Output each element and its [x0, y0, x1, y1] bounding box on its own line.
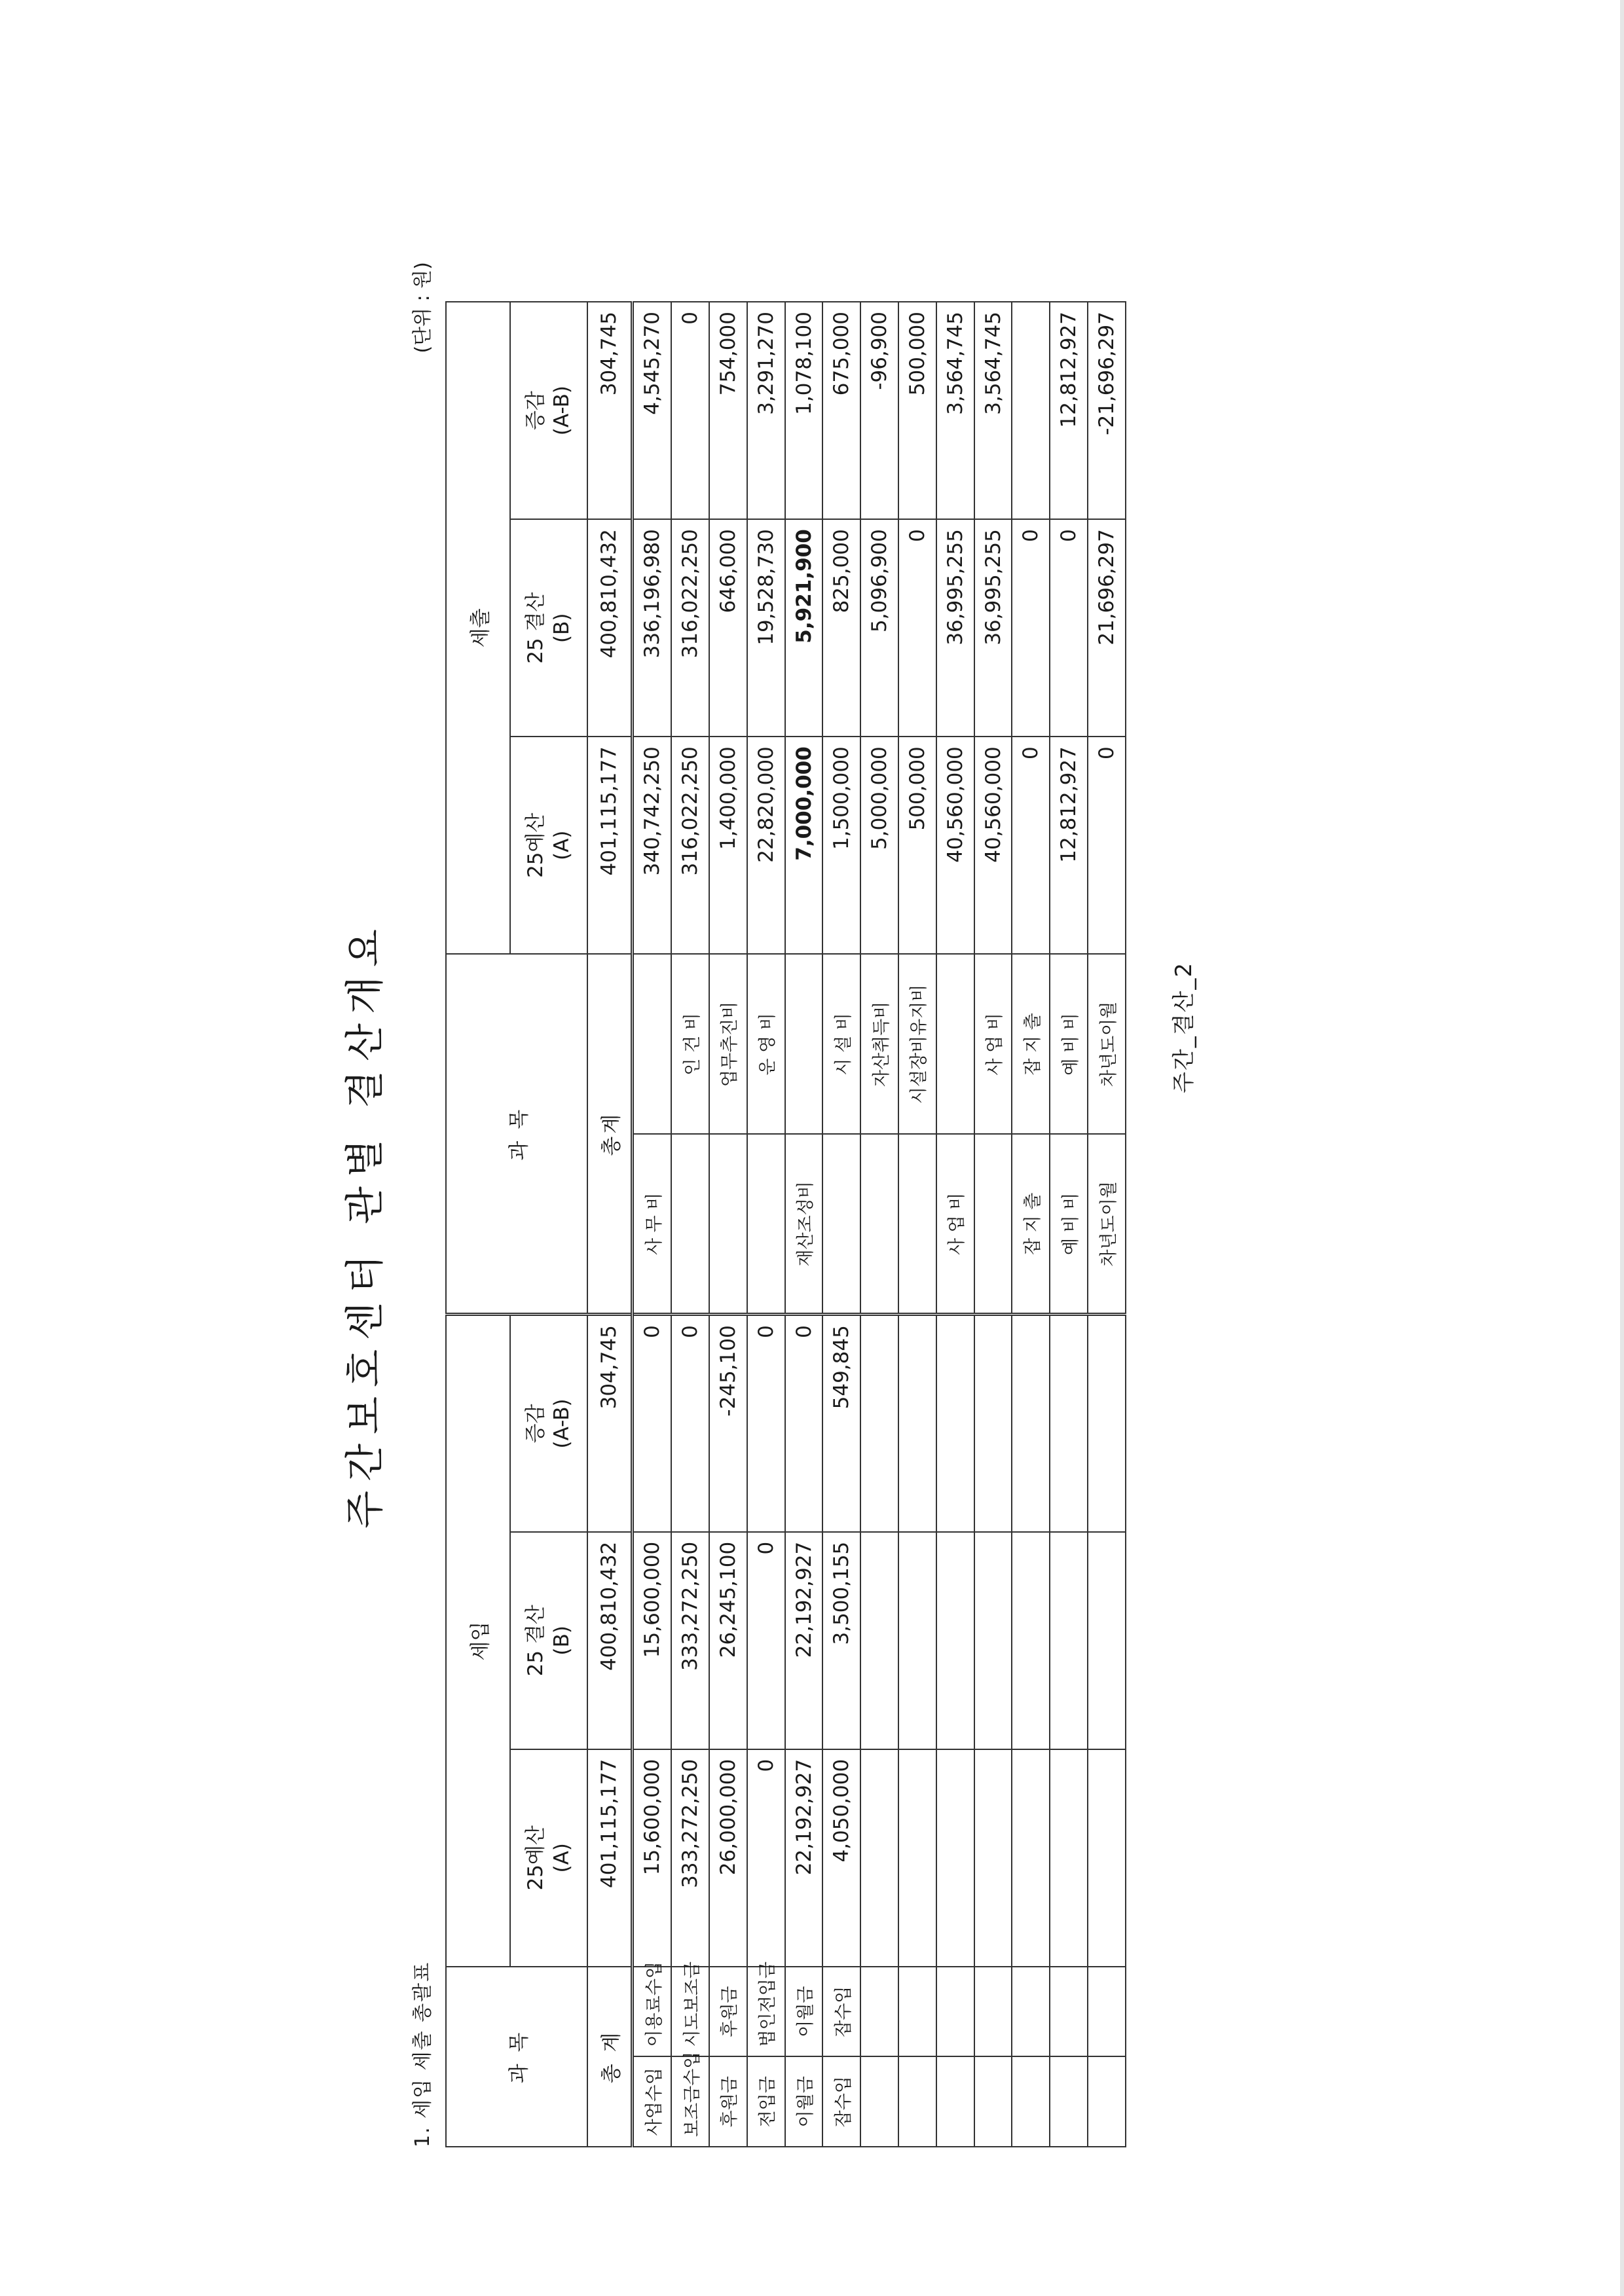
expense-settle: 5,096,900 [860, 519, 898, 737]
total-row [587, 302, 632, 2147]
expense-budget: 316,022,250 [671, 737, 709, 954]
expense-diff: 3,564,745 [974, 302, 1012, 519]
expense-category: 사 무 비 [632, 1134, 671, 1314]
revenue-settle: 15,600,000 [632, 1532, 671, 1749]
expense-settle: 825,000 [822, 519, 860, 737]
revenue-diff: -245,100 [709, 1315, 747, 1532]
expense-category: 차년도이월 [1088, 1134, 1126, 1314]
section-heading: 1. 세입 세출 총괄표 [411, 1961, 434, 2147]
expense-group-header: 세출 [446, 302, 510, 954]
revenue-budget: 333,272,250 [671, 1749, 709, 1967]
expense-subcategory: 인 건 비 [671, 954, 709, 1134]
revenue-diff: 549,845 [822, 1315, 860, 1532]
revenue-diff: 0 [785, 1315, 823, 1532]
revenue-budget: 22,192,927 [785, 1749, 823, 1967]
revenue-subcategory: 잡수입 [822, 1967, 860, 2057]
revenue-budget-header [510, 1749, 587, 1967]
expense-category: 예 비 비 [1050, 1134, 1088, 1314]
expense-settle: 19,528,730 [747, 519, 785, 737]
revenue-subcategory: 시도보조금 [671, 1967, 709, 2057]
header-line: 25예산 [524, 812, 547, 878]
revenue-category [1088, 2056, 1126, 2147]
revenue-budget [1050, 1749, 1088, 1967]
revenue-category: 보조금수입 [671, 2056, 709, 2147]
revenue-diff [860, 1315, 898, 1532]
revenue-settle [1088, 1532, 1126, 1749]
revenue-subcategory [1050, 1967, 1088, 2057]
revenue-budget [1088, 1749, 1126, 1967]
expense-settle: 36,995,255 [936, 519, 974, 737]
expense-budget: 500,000 [898, 737, 936, 954]
expense-total-settle: 400,810,432 [587, 519, 632, 737]
revenue-category: 전입금 [747, 2056, 785, 2147]
revenue-subcategory: 후원금 [709, 1967, 747, 2057]
expense-category [671, 1134, 709, 1314]
expense-diff [1012, 302, 1050, 519]
table-row [747, 302, 785, 2147]
revenue-subcategory [974, 1967, 1012, 2057]
expense-settle: 316,022,250 [671, 519, 709, 737]
revenue-settle: 333,272,250 [671, 1532, 709, 1749]
revenue-category: 이월금 [785, 2056, 823, 2147]
expense-budget: 1,400,000 [709, 737, 747, 954]
table-row [974, 302, 1012, 2147]
header-line: 25 결산 [524, 592, 547, 664]
header-line: 증감 [524, 1404, 547, 1444]
revenue-settle: 3,500,155 [822, 1532, 860, 1749]
expense-settle: 646,000 [709, 519, 747, 737]
revenue-subcategory [1012, 1967, 1050, 2057]
header-line: (A-B) [550, 1398, 574, 1449]
revenue-diff [898, 1315, 936, 1532]
revenue-diff [1012, 1315, 1050, 1532]
expense-budget: 340,742,250 [632, 737, 671, 954]
revenue-subcategory: 법인전입금 [747, 1967, 785, 2057]
expense-diff: 1,078,100 [785, 302, 823, 519]
revenue-diff: 0 [747, 1315, 785, 1532]
expense-budget: 7,000,000 [785, 737, 823, 954]
expense-subcategory: 업무추진비 [709, 954, 747, 1134]
revenue-settle [936, 1532, 974, 1749]
expense-category [860, 1134, 898, 1314]
revenue-diff [1050, 1315, 1088, 1532]
scan-edge [1620, 0, 1624, 2296]
expense-total-budget: 401,115,177 [587, 737, 632, 954]
expense-diff: 754,000 [709, 302, 747, 519]
table-row [671, 302, 709, 2147]
revenue-subcategory: 이용료수입 [632, 1967, 671, 2057]
expense-diff: 3,564,745 [936, 302, 974, 519]
header-row [446, 302, 510, 2147]
expense-settle: 336,196,980 [632, 519, 671, 737]
expense-subcategory [632, 954, 671, 1134]
unit-note: (단위 : 원) [411, 262, 434, 354]
expense-total-label: 총계 [587, 954, 632, 1314]
expense-category: 사 업 비 [936, 1134, 974, 1314]
revenue-category [974, 2056, 1012, 2147]
table-row [860, 302, 898, 2147]
expense-budget: 12,812,927 [1050, 737, 1088, 954]
table-row [822, 302, 860, 2147]
page-footer: 주간_결산_2 [1171, 961, 1197, 1093]
header-line: 25 결산 [524, 1605, 547, 1677]
page-title: 주간보호센터 관별 결산개요 [342, 920, 388, 1529]
revenue-budget [860, 1749, 898, 1967]
expense-subcategory: 시설장비유지비 [898, 954, 936, 1134]
revenue-group-header: 세입 [446, 1315, 510, 1967]
expense-diff: 12,812,927 [1050, 302, 1088, 519]
expense-category [898, 1134, 936, 1314]
expense-budget: 1,500,000 [822, 737, 860, 954]
header-line: (B) [550, 613, 574, 643]
revenue-category [936, 2056, 974, 2147]
expense-settle: 0 [1012, 519, 1050, 737]
expense-category [974, 1134, 1012, 1314]
expense-settle-header [510, 519, 587, 737]
header-line: (A) [550, 1843, 574, 1873]
expense-subcategory: 사 업 비 [974, 954, 1012, 1134]
table-row [1012, 302, 1050, 2147]
expense-budget-header [510, 737, 587, 954]
revenue-settle: 22,192,927 [785, 1532, 823, 1749]
table-row [936, 302, 974, 2147]
expense-budget: 40,560,000 [936, 737, 974, 954]
revenue-subcategory [1088, 1967, 1126, 2057]
header-line: 25예산 [524, 1825, 547, 1891]
revenue-subcategory [936, 1967, 974, 2057]
expense-diff: 4,545,270 [632, 302, 671, 519]
expense-budget: 0 [1012, 737, 1050, 954]
expense-subcategory: 예 비 비 [1050, 954, 1088, 1134]
table-row [632, 302, 671, 2147]
revenue-budget [974, 1749, 1012, 1967]
revenue-subject-header: 과 목 [446, 1967, 587, 2147]
expense-settle: 0 [898, 519, 936, 737]
revenue-settle: 0 [747, 1532, 785, 1749]
expense-diff: -96,900 [860, 302, 898, 519]
revenue-category [1012, 2056, 1050, 2147]
expense-category [822, 1134, 860, 1314]
revenue-budget: 4,050,000 [822, 1749, 860, 1967]
expense-budget: 0 [1088, 737, 1126, 954]
expense-category [747, 1134, 785, 1314]
table-row [1050, 302, 1088, 2147]
revenue-budget [898, 1749, 936, 1967]
revenue-settle [1050, 1532, 1088, 1749]
revenue-settle-header [510, 1532, 587, 1749]
expense-settle: 36,995,255 [974, 519, 1012, 737]
expense-settle: 5,921,900 [785, 519, 823, 737]
revenue-settle [860, 1532, 898, 1749]
header-line: 증감 [524, 391, 547, 431]
expense-budget: 22,820,000 [747, 737, 785, 954]
expense-subcategory: 잡 지 출 [1012, 954, 1050, 1134]
expense-diff: 675,000 [822, 302, 860, 519]
revenue-subcategory [898, 1967, 936, 2057]
revenue-diff [936, 1315, 974, 1532]
expense-settle: 0 [1050, 519, 1088, 737]
expense-subcategory: 시 설 비 [822, 954, 860, 1134]
revenue-subcategory [860, 1967, 898, 2057]
expense-settle: 21,696,297 [1088, 519, 1126, 737]
revenue-settle [1012, 1532, 1050, 1749]
expense-subject-header: 과 목 [446, 954, 587, 1314]
revenue-subcategory: 이월금 [785, 1967, 823, 2057]
expense-diff: 0 [671, 302, 709, 519]
revenue-category [1050, 2056, 1088, 2147]
table-row [709, 302, 747, 2147]
header-line: (B) [550, 1626, 574, 1656]
revenue-diff [1088, 1315, 1126, 1532]
revenue-category [860, 2056, 898, 2147]
expense-subcategory: 차년도이월 [1088, 954, 1126, 1134]
revenue-budget: 0 [747, 1749, 785, 1967]
expense-subcategory [785, 954, 823, 1134]
revenue-budget: 26,000,000 [709, 1749, 747, 1967]
expense-diff: -21,696,297 [1088, 302, 1126, 519]
expense-total-diff: 304,745 [587, 302, 632, 519]
revenue-expense-summary-table [445, 301, 1126, 2147]
revenue-settle [898, 1532, 936, 1749]
revenue-diff: 0 [671, 1315, 709, 1532]
expense-budget: 40,560,000 [974, 737, 1012, 954]
expense-diff-header [510, 302, 587, 519]
revenue-total-label: 총 계 [587, 1967, 632, 2147]
revenue-total-diff: 304,745 [587, 1315, 632, 1532]
revenue-diff [974, 1315, 1012, 1532]
expense-category: 재산조성비 [785, 1134, 823, 1314]
revenue-category [898, 2056, 936, 2147]
revenue-settle: 26,245,100 [709, 1532, 747, 1749]
header-line: (A-B) [550, 386, 574, 436]
expense-subcategory: 자산취득비 [860, 954, 898, 1134]
revenue-diff-header [510, 1315, 587, 1532]
expense-budget: 5,000,000 [860, 737, 898, 954]
expense-diff: 500,000 [898, 302, 936, 519]
expense-subcategory: 운 영 비 [747, 954, 785, 1134]
revenue-settle [974, 1532, 1012, 1749]
revenue-budget [936, 1749, 974, 1967]
table-row [785, 302, 823, 2147]
table-row [898, 302, 936, 2147]
revenue-diff: 0 [632, 1315, 671, 1532]
revenue-total-budget: 401,115,177 [587, 1749, 632, 1967]
table-row [1088, 302, 1126, 2147]
revenue-total-settle: 400,810,432 [587, 1532, 632, 1749]
expense-category [709, 1134, 747, 1314]
revenue-category: 사업수입 [632, 2056, 671, 2147]
revenue-category: 후원금 [709, 2056, 747, 2147]
revenue-budget: 15,600,000 [632, 1749, 671, 1967]
expense-subcategory [936, 954, 974, 1134]
revenue-category: 잡수입 [822, 2056, 860, 2147]
rotated-page-content [314, 262, 1336, 2174]
revenue-budget [1012, 1749, 1050, 1967]
expense-category: 잡 지 출 [1012, 1134, 1050, 1314]
expense-diff: 3,291,270 [747, 302, 785, 519]
header-line: (A) [550, 830, 574, 860]
